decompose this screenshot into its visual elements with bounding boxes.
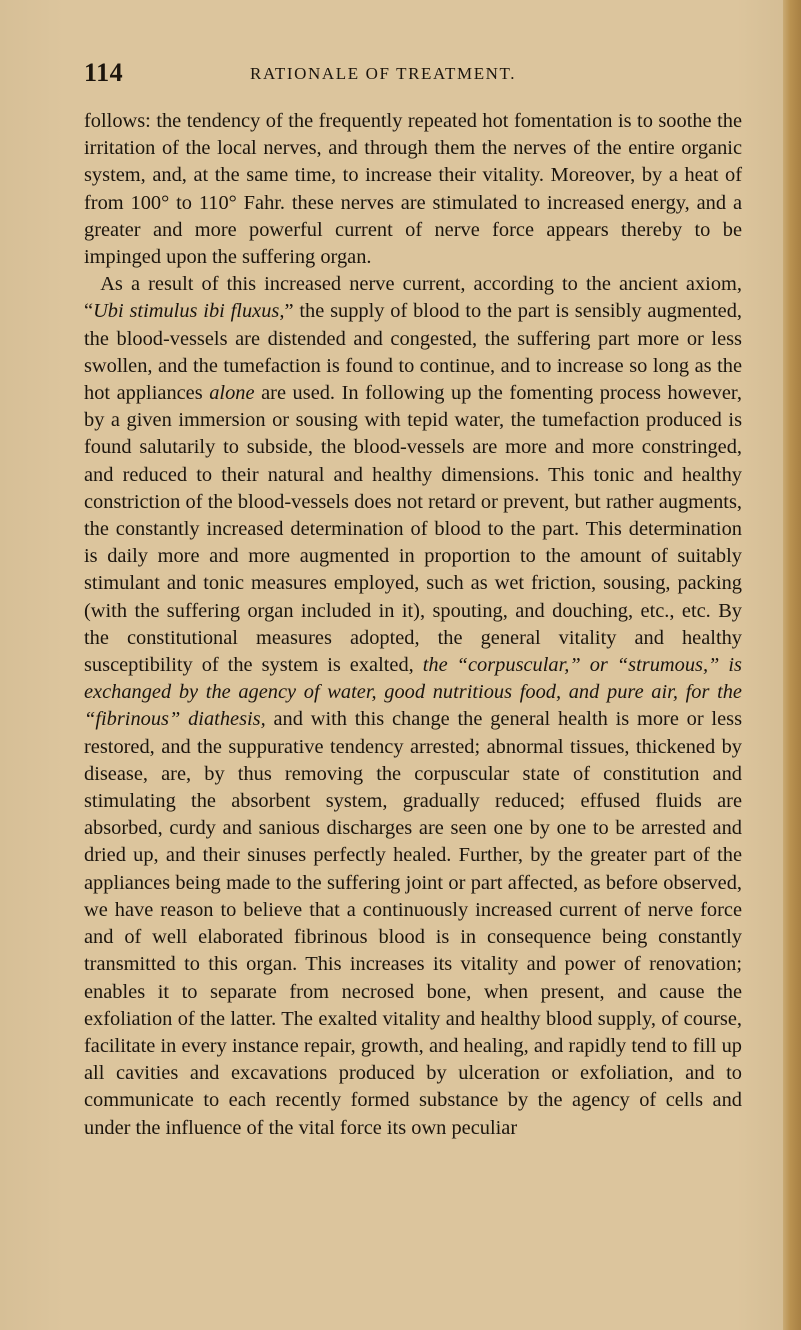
paragraph-1: follows: the tendency of the frequently repeated hot fomentation is to soothe the irritation of the local nerves, and through them the nerves of the entire organic system, and, at the same time, to increase their vitality. Moreover, by a heat of from 100° to 110° Fahr. these nerves are stimulated to increased energy, and a greater and more powerful current of nerve force appears thereby to be impinged upon the suffering organ. [84,110,742,269]
italic-diathesis-passage: the “corpuscular,” or “strumous,” is exchanged by the agency of water, good nutritious food, and pure air, for the “fibrinous” diathesis, [84,654,742,731]
paragraph-2 [84,271,742,1142]
page-number: 114 [84,58,124,87]
running-title: RATIONALE OF TREATMENT. [250,64,517,83]
paragraph-2-seg3: are used. In following up the fomenting process however, by a given immersion or sousing with tepid water, the tumefaction produced is found salutarily to subside, the blood-vessels are more and more constringed, and reduced to their natural and healthy dimensions. This tonic and healthy constriction of the blood-vessels does not retard or prevent, but rather augments, the constantly increased determination of blood to the part. This determination is daily more and more augmented in proportion to the amount of suitably stimulant and tonic measures employed, such as wet friction, sousing, packing (with the suffering organ included in it), spouting, and douching, etc., etc. By the constitutional measures adopted, the general vitality and healthy susceptibility of the system is exalted, [84,382,742,677]
latin-axiom: Ubi stimulus ibi fluxus, [93,300,285,323]
emphasis-alone: alone [209,382,255,405]
paragraph-2-seg4: and with this change the general health is more or less restored, and the suppurative tendency arrested; abnormal tissues, thickened by disease, are, by thus removing the corpuscular state of constitution and stimulating the absorbent system, gradually reduced; effused fluids are absorbed, curdy and sanious discharges are seen one by one to be arrested and dried up, and their sinuses perfectly healed. Further, by the greater part of the appliances being made to the suffering joint or part affected, as before observed, we have reason to believe that a continuously increased current of nerve force and of well elaborated fibrinous blood is in consequence being constantly transmitted to this organ. This increases its vitality and power of renovation; enables it to separate from necrosed bone, when present, and cause the exfoliation of the latter. The exalted vitality and healthy blood supply, of course, facilitate in every instance repair, growth, and healing, and rapidly tend to fill up all cavities and excavations produced by ulceration or exfoliation, and to communicate to each recently formed substance by the agency of cells and under the influence of the vital force its own peculiar [84,708,743,1139]
paragraph-2-seg2: ” the supply of blood to the part is sensibly augmented, the blood-vessels are distended and congested, the suffering part more or less swollen, and the tumefaction is found to continue, and to increase so long as the hot appliances [84,300,742,405]
paragraph-2-seg1: As a result of this increased nerve current, according to the ancient axiom, “ [84,273,743,323]
page-header [84,58,746,92]
body-text [84,108,742,1142]
page-edge [783,0,801,1330]
